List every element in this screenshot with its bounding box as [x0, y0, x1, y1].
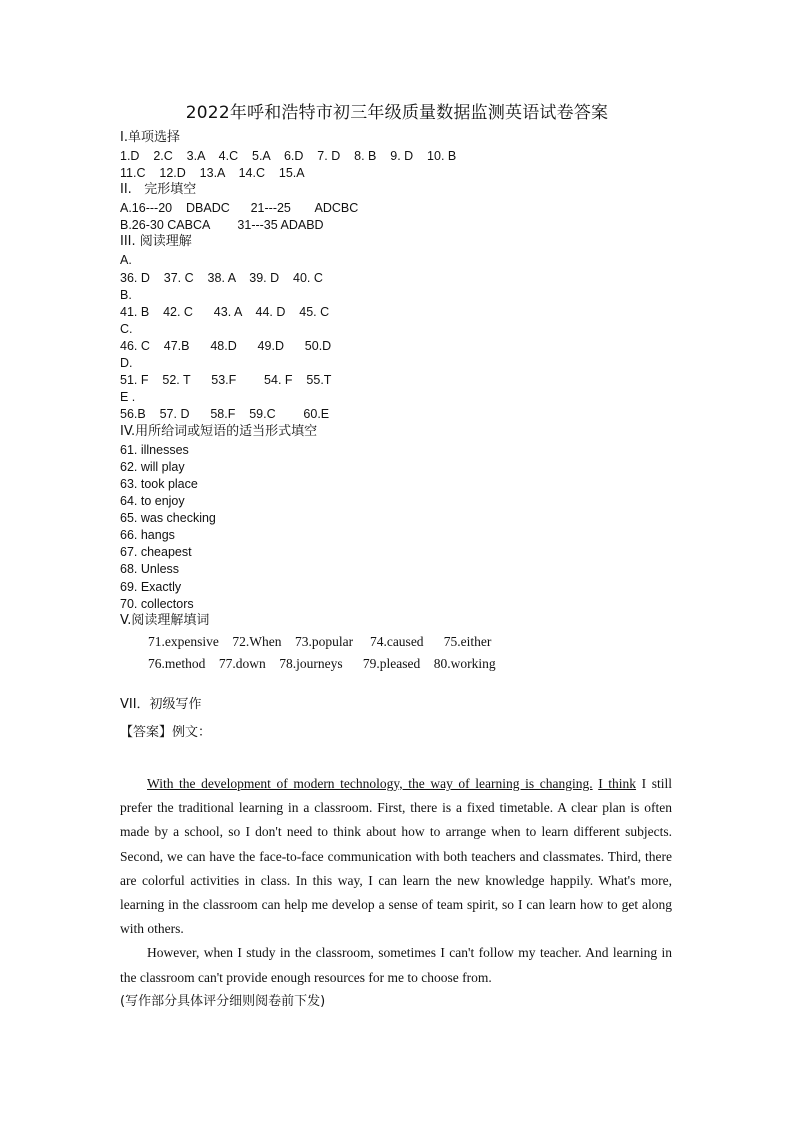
section-4-heading: IV.用所给词或短语的适当形式填空 — [120, 424, 318, 439]
passage-e-answers: 56.B 57. D 58.F 59.C 60.E — [120, 407, 330, 421]
section-1-answers-line-2: 11.C 12.D 13.A 14.C 15.A — [120, 166, 305, 180]
essay-paragraph-2: However, when I study in the classroom, sometimes I can't follow my teacher. And learning in the classroom can't provide enough resources for me to choose from. — [120, 945, 672, 985]
passage-b-label: B. — [120, 288, 132, 302]
page-title: 2022年呼和浩特市初三年级质量数据监测英语试卷答案 — [185, 103, 609, 123]
answer-62: 62. will play — [120, 460, 185, 474]
answer-70: 70. collectors — [120, 597, 194, 611]
passage-c-label: C. — [120, 322, 133, 336]
passage-a-answers: 36. D 37. C 38. A 39. D 40. C — [120, 271, 323, 285]
section-2-answers-b: B.26-30 CABCA 31---35 ADABD — [120, 218, 324, 232]
answer-67: 67. cheapest — [120, 545, 192, 559]
section-1-answers-line-1: 1.D 2.C 3.A 4.C 5.A 6.D 7. D 8. B 9. D 10. B — [120, 149, 457, 163]
section-7-heading: VII．初级写作 — [120, 697, 202, 712]
answer-66: 66. hangs — [120, 528, 175, 542]
passage-c-answers: 46. C 47.B 48.D 49.D 50.D — [120, 339, 332, 353]
answer-61: 61. illnesses — [120, 443, 189, 457]
passage-e-label: E . — [120, 390, 136, 404]
section-5-answers-line-1: 71.expensive 72.When 73.popular 74.caused 75.either — [148, 634, 492, 649]
section-2-answers-a: A.16---20 DBADC 21---25 ADCBC — [120, 201, 359, 215]
section-5-answers-line-2: 76.method 77.down 78.journeys 79.pleased 80.working — [148, 656, 496, 671]
essay-paragraph-1-body: I still prefer the traditional learning in a classroom. First, there is a fixed timetable. A clear plan is often made by a school, so I don't need to think about how to arrange when to learn different subjects. Second, we can have the face-to-face communication with both teachers and classmates. Third, there are colorful activities in class. In this way, I can learn the new knowledge happily. What's more, learning in the classroom can help me develop a sense of team spirit, so I can learn how to get along with others. — [120, 776, 673, 937]
answer-label: 【答案】例文： — [120, 725, 212, 740]
section-3-heading: III. 阅读理解 — [120, 234, 192, 249]
answer-68: 68. Unless — [120, 562, 180, 576]
answer-65: 65. was checking — [120, 511, 216, 525]
section-2-heading: II. 完形填空 — [120, 182, 197, 197]
answer-69: 69. Exactly — [120, 580, 182, 594]
passage-d-label: D. — [120, 356, 133, 370]
passage-a-label: A. — [120, 253, 132, 267]
passage-b-answers: 41. B 42. C 43. A 44. D 45. C — [120, 305, 330, 319]
essay-topic-sentence: With the development of modern technology, the way of learning is changing. — [147, 776, 593, 791]
section-1-heading: I.单项选择 — [120, 130, 180, 145]
essay-paragraph-1 — [120, 772, 672, 941]
answer-63: 63. took place — [120, 477, 198, 491]
answer-64: 64. to enjoy — [120, 494, 185, 508]
sample-essay — [120, 772, 672, 1014]
scoring-note: (写作部分具体评分细则阅卷前下发) — [120, 993, 326, 1009]
section-5-heading: V.阅读理解填词 — [120, 613, 210, 628]
passage-d-answers: 51. F 52. T 53.F 54. F 55.T — [120, 373, 332, 387]
essay-opinion-phrase: I think — [598, 776, 637, 791]
